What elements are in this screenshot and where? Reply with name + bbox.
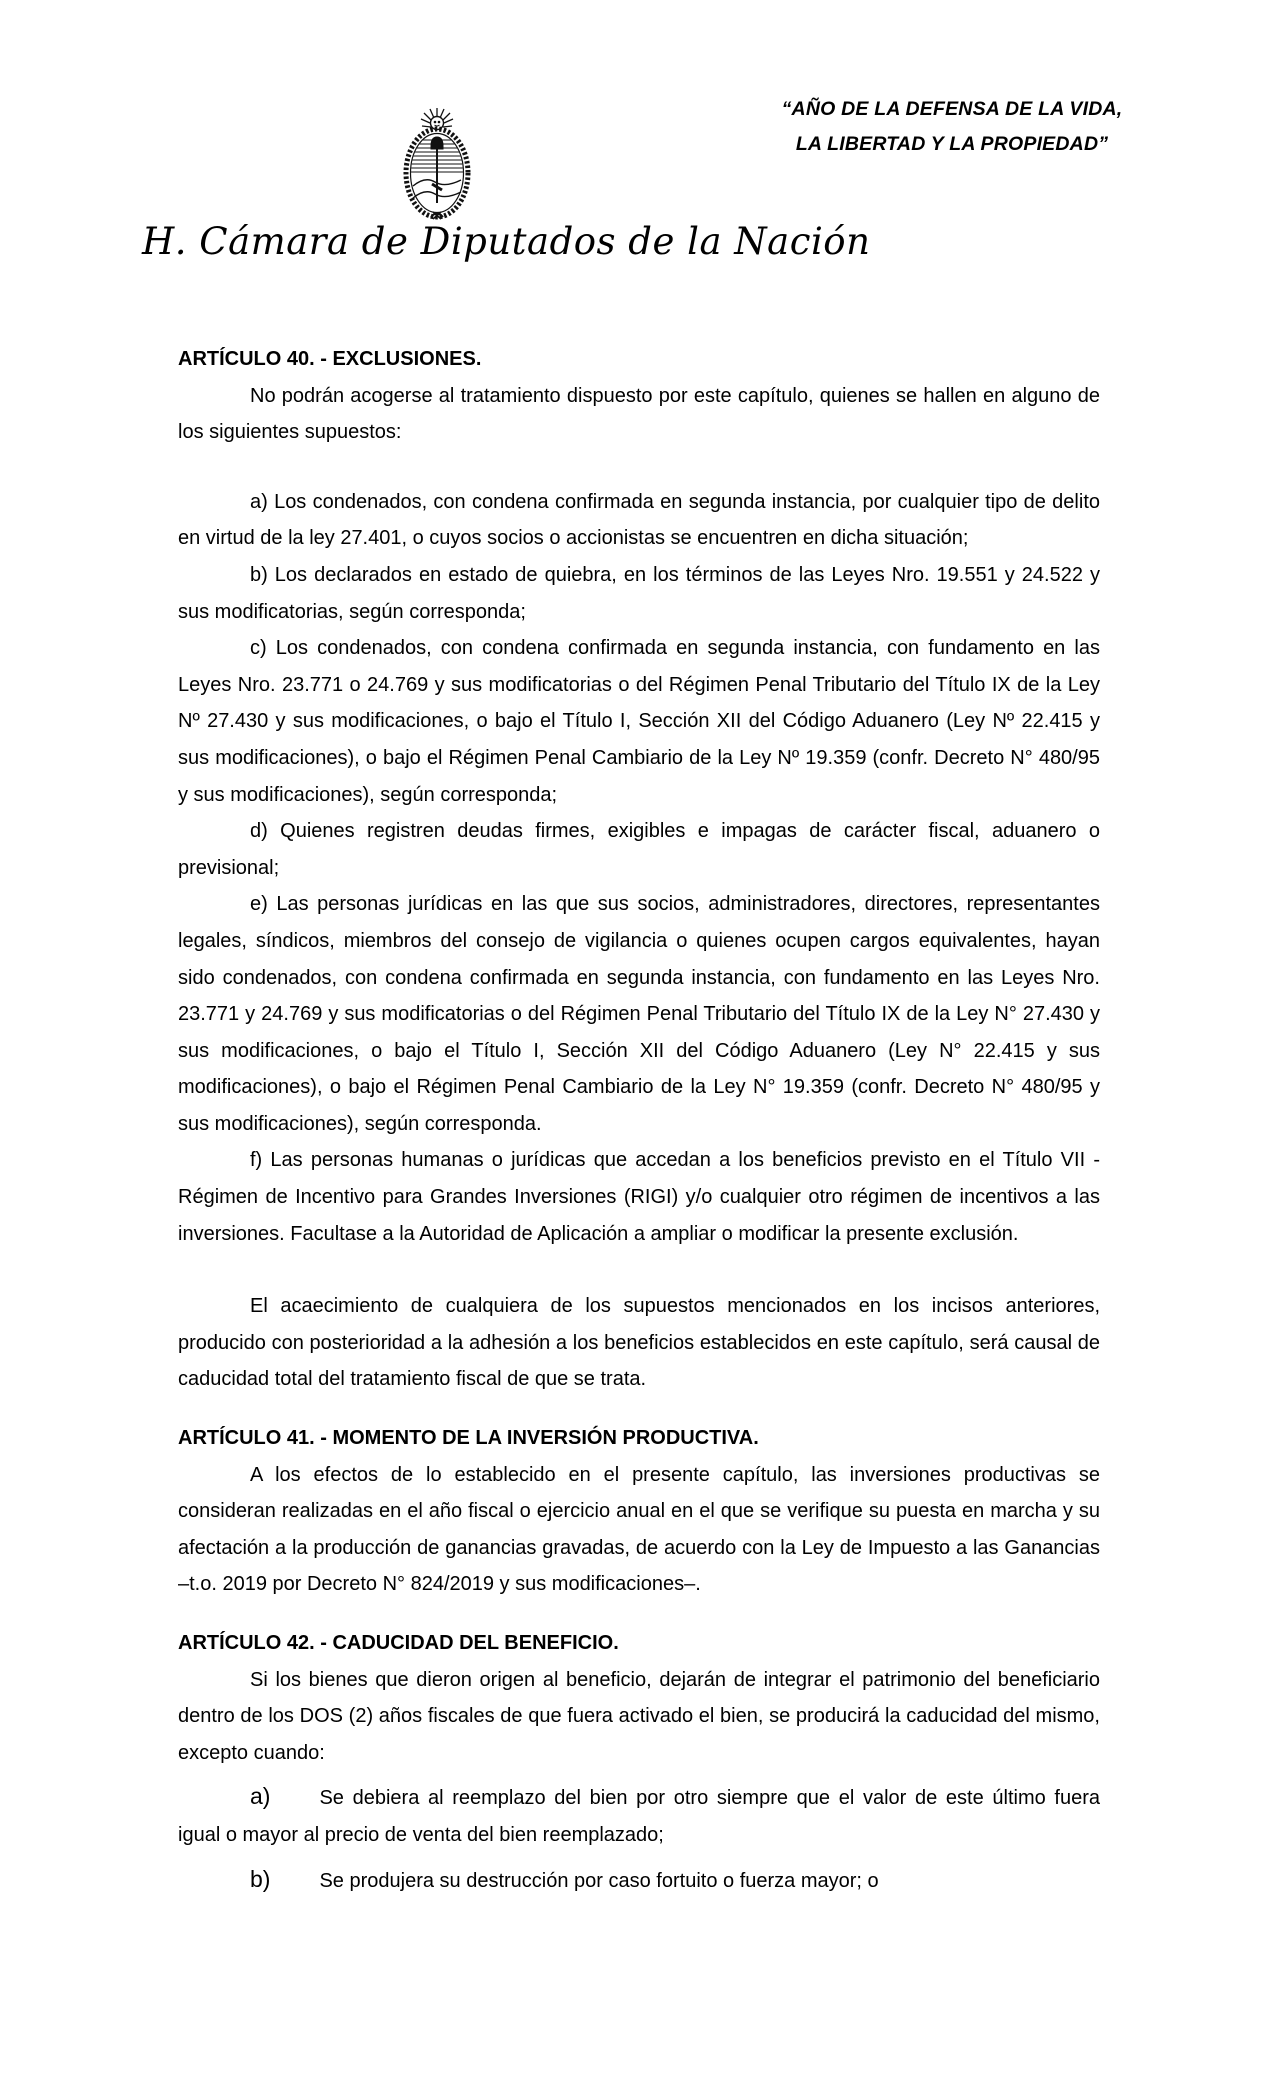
- document-body: [178, 341, 1100, 1899]
- motto-line-1: “AÑO DE LA DEFENSA DE LA VIDA,: [781, 98, 1123, 120]
- article-42-item-a: [178, 1778, 1100, 1853]
- motto-line-2: LA LIBERTAD Y LA PROPIEDAD”: [795, 133, 1109, 155]
- argentina-coat-of-arms-icon: [393, 106, 481, 222]
- year-motto: [772, 92, 1132, 162]
- item-a-text: Se debiera al reemplazo del bien por otro siempre que el valor de este último fuera igual o mayor al precio de venta del bien reemplazado;: [178, 1787, 1100, 1846]
- article-42-item-b: [178, 1861, 1100, 1900]
- item-b-text: Se produjera su destrucción por caso fortuito o fuerza mayor; o: [319, 1869, 879, 1892]
- article-40-item-e: e) Las personas jurídicas en las que sus socios, administradores, directores, representantes legales, síndicos, miembros del consejo de vigilancia o quienes ocupen cargos equivalentes, hayan sido condenados, con condena confirmada en segunda instancia, con fundamento en las Leyes Nro. 23.771 y 24.769 y sus modificatorias o del Régimen Penal Tributario del Título IX de la Ley N° 27.430 y sus modificaciones, o bajo el Título I, Sección XII del Código Aduanero (Ley N° 22.415 y sus modificaciones), o bajo el Régimen Penal Cambiario de la Ley N° 19.359 (confr. Decreto N° 480/95 y sus modificaciones), según corresponda.: [178, 893, 1100, 1135]
- article-42-intro: Si los bienes que dieron origen al beneficio, dejarán de integrar el patrimonio del beneficiario dentro de los DOS (2) años fiscales de que fuera activado el bien, se producirá la caducidad del mismo, excepto cuando:: [178, 1668, 1100, 1764]
- article-40-intro: No podrán acogerse al tratamiento dispuesto por este capítulo, quienes se hallen en alguno de los siguientes supuestos:: [178, 384, 1100, 444]
- article-40-item-d: d) Quienes registren deudas firmes, exigibles e impagas de carácter fiscal, aduanero o previsional;: [178, 820, 1100, 879]
- article-40-closing-paragraph: El acaecimiento de cualquiera de los supuestos mencionados en los incisos anteriores, producido con posterioridad a la adhesión a los beneficios establecidos en este capítulo, será causal de caducidad total del tratamiento fiscal de que se trata.: [178, 1295, 1100, 1391]
- institution-title: H. Cámara de Diputados de la Nación: [142, 220, 871, 263]
- article-40-item-f: f) Las personas humanas o jurídicas que accedan a los beneficios previsto en el Título VII - Régimen de Incentivo para Grandes Inversiones (RIGI) y/o cualquier otro régimen de incentivos a las inversiones. Facultase a la Autoridad de Aplicación a ampliar o modificar la presente exclusión.: [178, 1149, 1100, 1245]
- article-40-item-c: c) Los condenados, con condena confirmada en segunda instancia, con fundamento en las Leyes Nro. 23.771 o 24.769 y sus modificatorias o del Régimen Penal Tributario del Título IX de la Ley Nº 27.430 y sus modificaciones, o bajo el Título I, Sección XII del Código Aduanero (Ley Nº 22.415 y sus modificaciones), o bajo el Régimen Penal Cambiario de la Ley Nº 19.359 (confr. Decreto N° 480/95 y sus modificaciones), según corresponda;: [178, 637, 1100, 806]
- item-b-label: b): [250, 1865, 271, 1892]
- article-40-item-a: a) Los condenados, con condena confirmada en segunda instancia, por cualquier tipo de delito en virtud de la ley 27.401, o cuyos socios o accionistas se encuentren en dicha situación;: [178, 490, 1100, 550]
- article-42-heading: ARTÍCULO 42. - CADUCIDAD DEL BENEFICIO.: [178, 1632, 619, 1654]
- article-40-heading: ARTÍCULO 40. - EXCLUSIONES.: [178, 348, 482, 370]
- article-41-heading: ARTÍCULO 41. - MOMENTO DE LA INVERSIÓN PRODUCTIVA.: [178, 1427, 759, 1450]
- item-a-label: a): [250, 1783, 271, 1810]
- article-40-item-b: b) Los declarados en estado de quiebra, en los términos de las Leyes Nro. 19.551 y 24.522 y sus modificatorias, según corresponda;: [178, 563, 1100, 623]
- article-41-paragraph: A los efectos de lo establecido en el presente capítulo, las inversiones productivas se consideran realizadas en el año fiscal o ejercicio anual en el que se verifique su puesta en marcha y su afectación a la producción de ganancias gravadas, de acuerdo con la Ley de Impuesto a las Ganancias –t.o. 2019 por Decreto N° 824/2019 y sus modificaciones–.: [178, 1463, 1100, 1596]
